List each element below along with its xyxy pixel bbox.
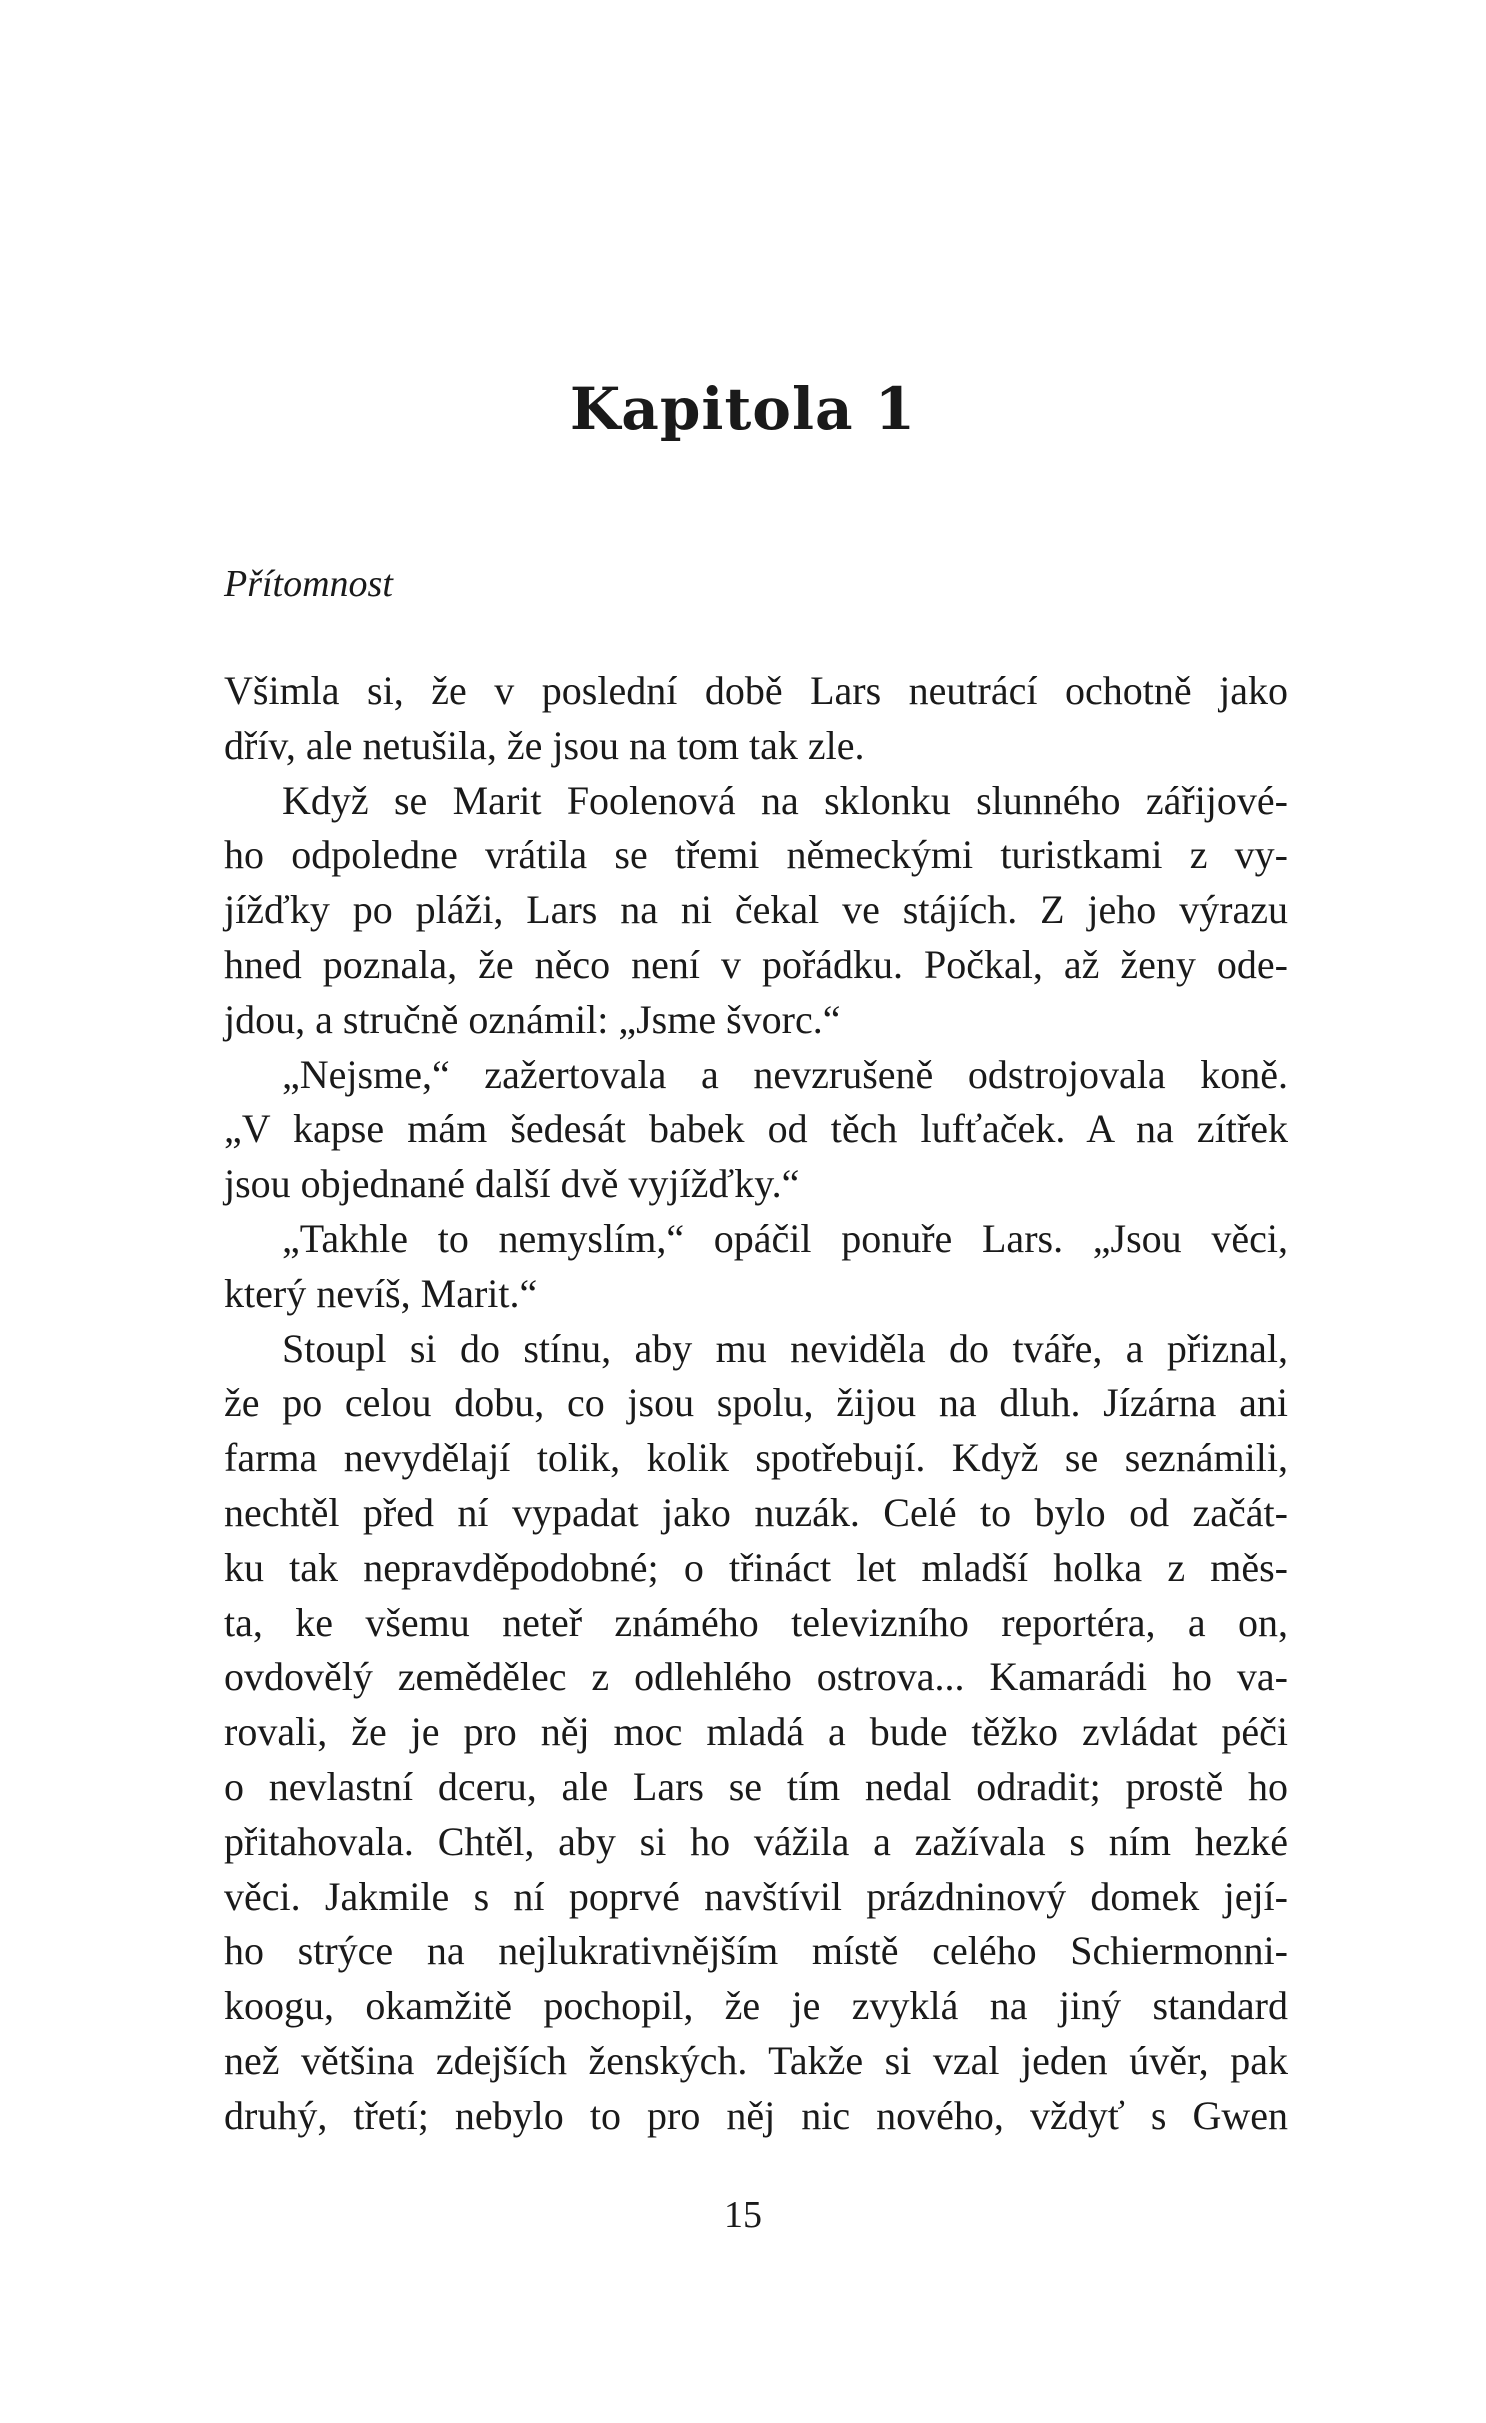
text-line: Když se Marit Foolenová na sklonku slunného zářijové- bbox=[282, 777, 1288, 823]
text-line: Stoupl si do stínu, aby mu neviděla do tváře, a přiznal, bbox=[282, 1325, 1288, 1371]
chapter-title: Kapitola 1 bbox=[569, 375, 917, 443]
text-line: dřív, ale netušila, že jsou na tom tak zle. bbox=[224, 722, 865, 768]
text-line: farma nevydělají tolik, kolik spotřebují. Když se seznámili, bbox=[224, 1435, 1288, 1481]
text-line: který nevíš, Marit.“ bbox=[224, 1270, 538, 1316]
text-line: ku tak nepravděpodobné; o třináct let mladší holka z měs- bbox=[224, 1544, 1288, 1590]
page-number: 15 bbox=[724, 2194, 762, 2236]
text-line: jsou objednané další dvě vyjížďky.“ bbox=[224, 1161, 800, 1207]
text-line: „Takhle to nemyslím,“ opáčil ponuře Lars. „Jsou věci, bbox=[282, 1215, 1288, 1261]
text-line: ovdovělý zemědělec z odlehlého ostrova... Kamarádi ho va- bbox=[224, 1654, 1288, 1700]
text-line: hned poznala, že něco není v pořádku. Počkal, až ženy ode- bbox=[224, 941, 1288, 987]
text-line: že po celou dobu, co jsou spolu, žijou na dluh. Jízárna ani bbox=[224, 1380, 1288, 1426]
text-line: Všimla si, že v poslední době Lars neutrácí ochotně jako bbox=[224, 668, 1288, 713]
section-label: Přítomnost bbox=[224, 563, 393, 605]
text-line: druhý, třetí; nebylo to pro něj nic nového, vždyť s Gwen bbox=[224, 2092, 1288, 2138]
text-line: jížďky po pláži, Lars na ni čekal ve stájích. Z jeho výrazu bbox=[224, 887, 1288, 933]
text-line: věci. Jakmile s ní poprvé navštívil prázdninový domek její- bbox=[224, 1873, 1288, 1919]
text-line: přitahovala. Chtěl, aby si ho vážila a zažívala s ním hezké bbox=[224, 1818, 1288, 1864]
text-line: „V kapse mám šedesát babek od těch lufťaček. A na zítřek bbox=[224, 1106, 1288, 1152]
text-line: ta, ke všemu neteř známého televizního reportéra, a on, bbox=[224, 1599, 1288, 1645]
text-line: koogu, okamžitě pochopil, že je zvyklá na jiný standard bbox=[224, 1983, 1288, 2029]
text-line: o nevlastní dceru, ale Lars se tím nedal odradit; prostě ho bbox=[224, 1763, 1288, 1809]
text-line: ho odpoledne vrátila se třemi německými turistkami z vy- bbox=[224, 832, 1288, 878]
text-line: ho strýce na nejlukrativnějším místě celého Schiermonni- bbox=[224, 1928, 1288, 1974]
text-line: jdou, a stručně oznámil: „Jsme švorc.“ bbox=[224, 996, 841, 1042]
text-line: rovali, že je pro něj moc mladá a bude těžko zvládat péči bbox=[224, 1709, 1288, 1755]
text-line: nechtěl před ní vypadat jako nuzák. Celé to bylo od začát- bbox=[224, 1489, 1288, 1535]
text-line: „Nejsme,“ zažertovala a nevzrušeně odstrojovala koně. bbox=[282, 1051, 1288, 1097]
body-text bbox=[224, 664, 1288, 2144]
text-line: než většina zdejších ženských. Takže si vzal jeden úvěr, pak bbox=[224, 2037, 1288, 2083]
